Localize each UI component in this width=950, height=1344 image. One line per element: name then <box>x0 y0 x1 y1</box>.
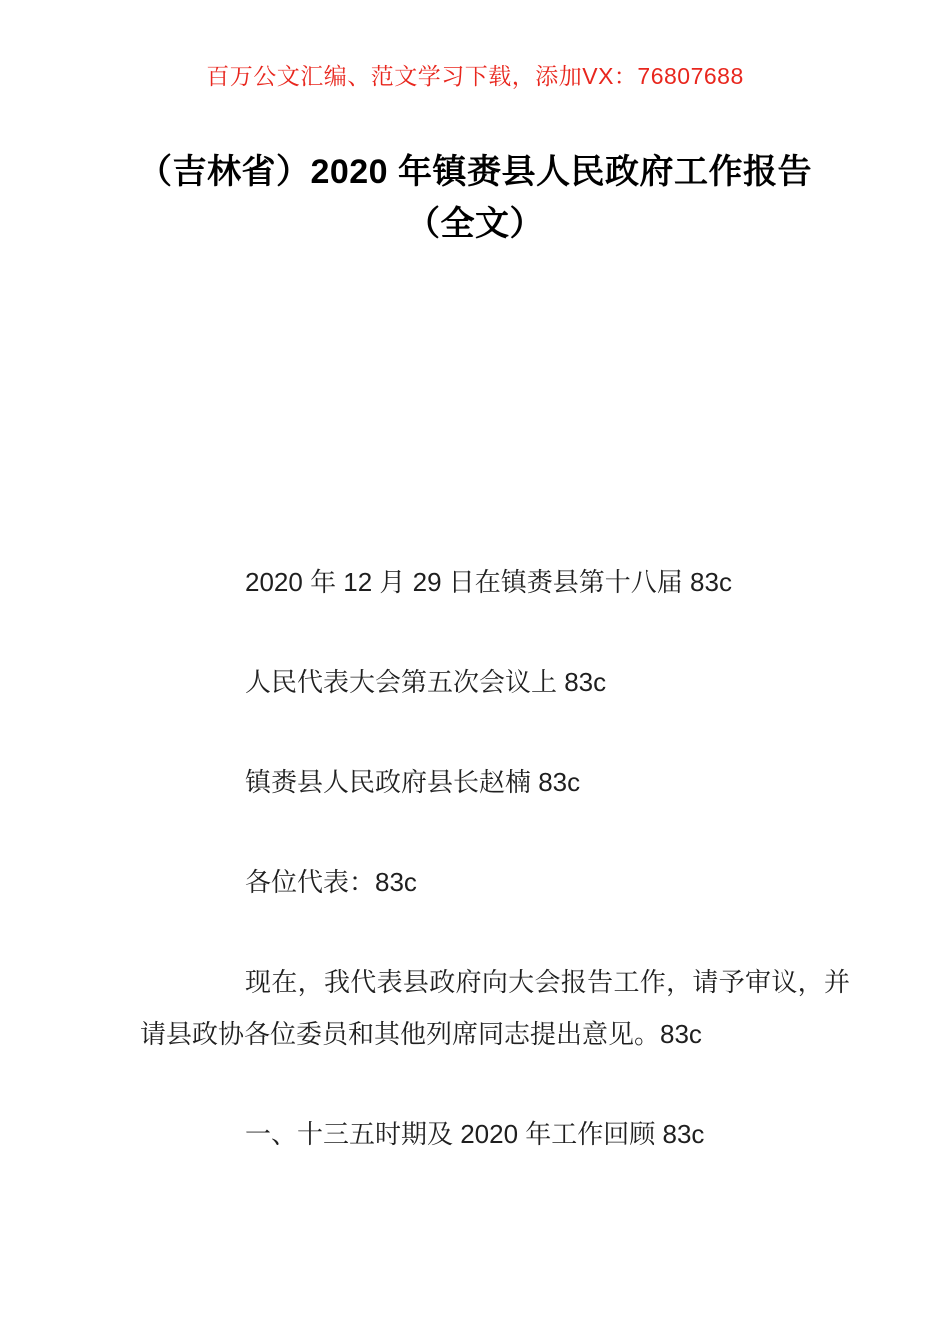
paragraph-speaker: 镇赉县人民政府县长赵楠 83c <box>245 767 581 797</box>
paragraph-section-heading: 一、十三五时期及 2020 年工作回顾 83c <box>245 1119 705 1149</box>
document-body <box>0 556 950 1160</box>
paragraph-salutation: 各位代表：83c <box>245 867 417 897</box>
paragraph-intro: 现在，我代表县政府向大会报告工作，请予审议，并请县政协各位委员和其他列席同志提出意见。83c <box>140 967 850 1049</box>
top-ad-notice: 百万公文汇编、范文学习下载，添加VX：76807688 <box>206 63 744 89</box>
paragraph-meeting-date: 2020 年 12 月 29 日在镇赉县第十八届 83c <box>245 567 732 597</box>
paragraph-meeting-session: 人民代表大会第五次会议上 83c <box>245 667 607 697</box>
document-title: （吉林省）2020 年镇赉县人民政府工作报告（全文） <box>137 153 813 243</box>
